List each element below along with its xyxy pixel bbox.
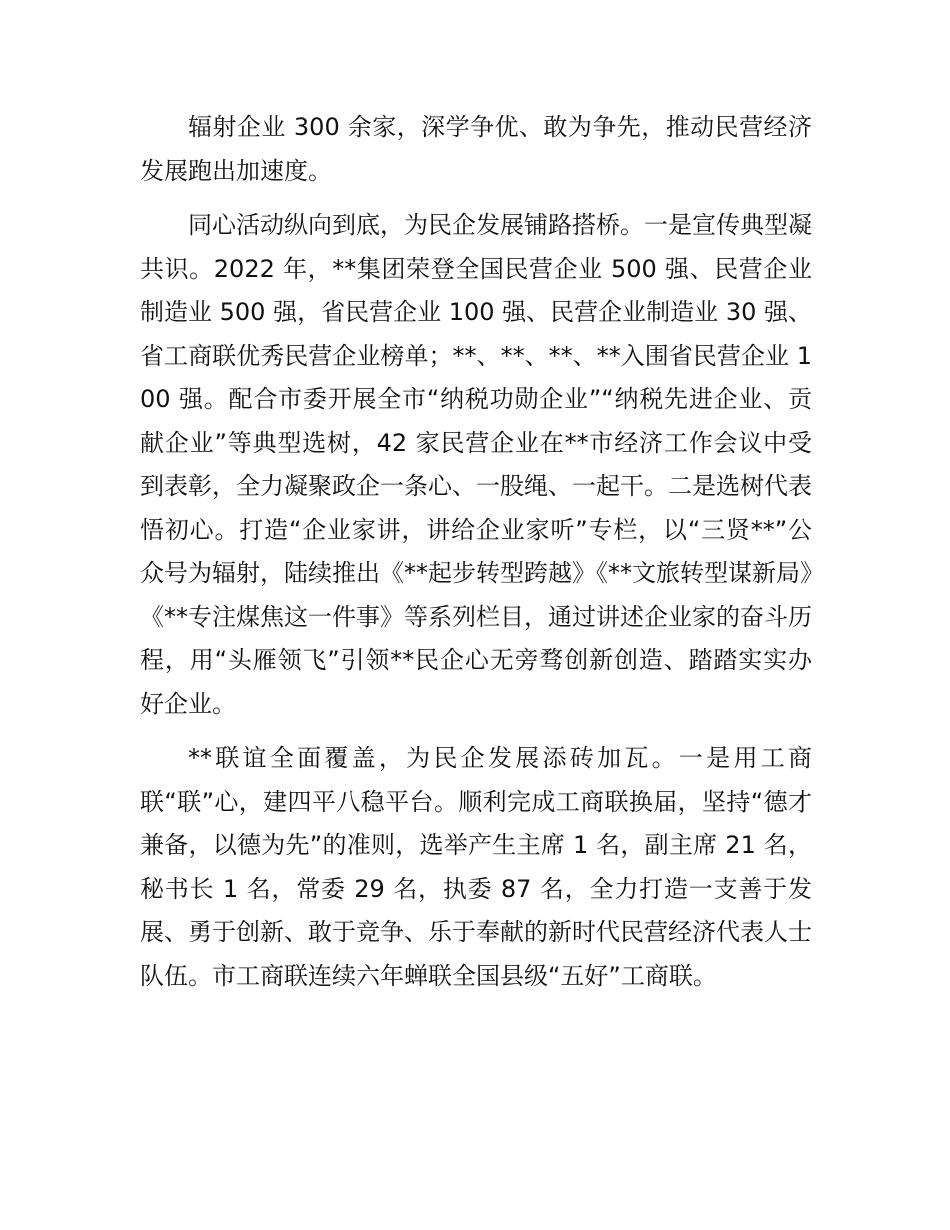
paragraph-3: **联谊全面覆盖，为民企发展添砖加瓦。一是用工商联“联”心，建四平八稳平台。顺利完成工商联换届，坚持“德才兼备，以德为先”的准则，选举产生主席 1 名，副主席 21 名，秘书长 1 名，常委 29 名，执委 87 名，全力打造一支善于发展、勇于创新、敢于竞争、乐于奉献的新时代民营经济代表人士队伍。市工商联连续六年蝉联全国县级“五好”工商联。 bbox=[140, 744, 812, 990]
paragraph-2: 同心活动纵向到底，为民企发展铺路搭桥。一是宣传典型凝共识。2022 年，**集团荣登全国民营企业 500 强、民营企业制造业 500 强，省民营企业 100 强、民营企业制造业 30 强、省工商联优秀民营企业榜单；**、**、**、**入围省民营企业 100 强。配合市委开展全市“纳税功勋企业”“纳税先进企业、贡献企业”等典型选树，42 家民营企业在**市经济工作会议中受到表彰，全力凝聚政企一条心、一股绳、一起干。二是选树代表悟初心。打造“企业家讲，讲给企业家听”专栏，以“三贤**”公众号为辐射，陆续推出《**起步转型跨越》《**文旅转型谋新局》《**专注煤焦这一件事》等系列栏目，通过讲述企业家的奋斗历程，用“头雁领飞”引领**民企心无旁骛创新创造、踏踏实实办好企业。 bbox=[140, 211, 812, 718]
paragraph-1: 辐射企业 300 余家，深学争优、敢为争先，推动民营经济发展跑出加速度。 bbox=[140, 113, 812, 185]
document-page bbox=[140, 106, 812, 1009]
